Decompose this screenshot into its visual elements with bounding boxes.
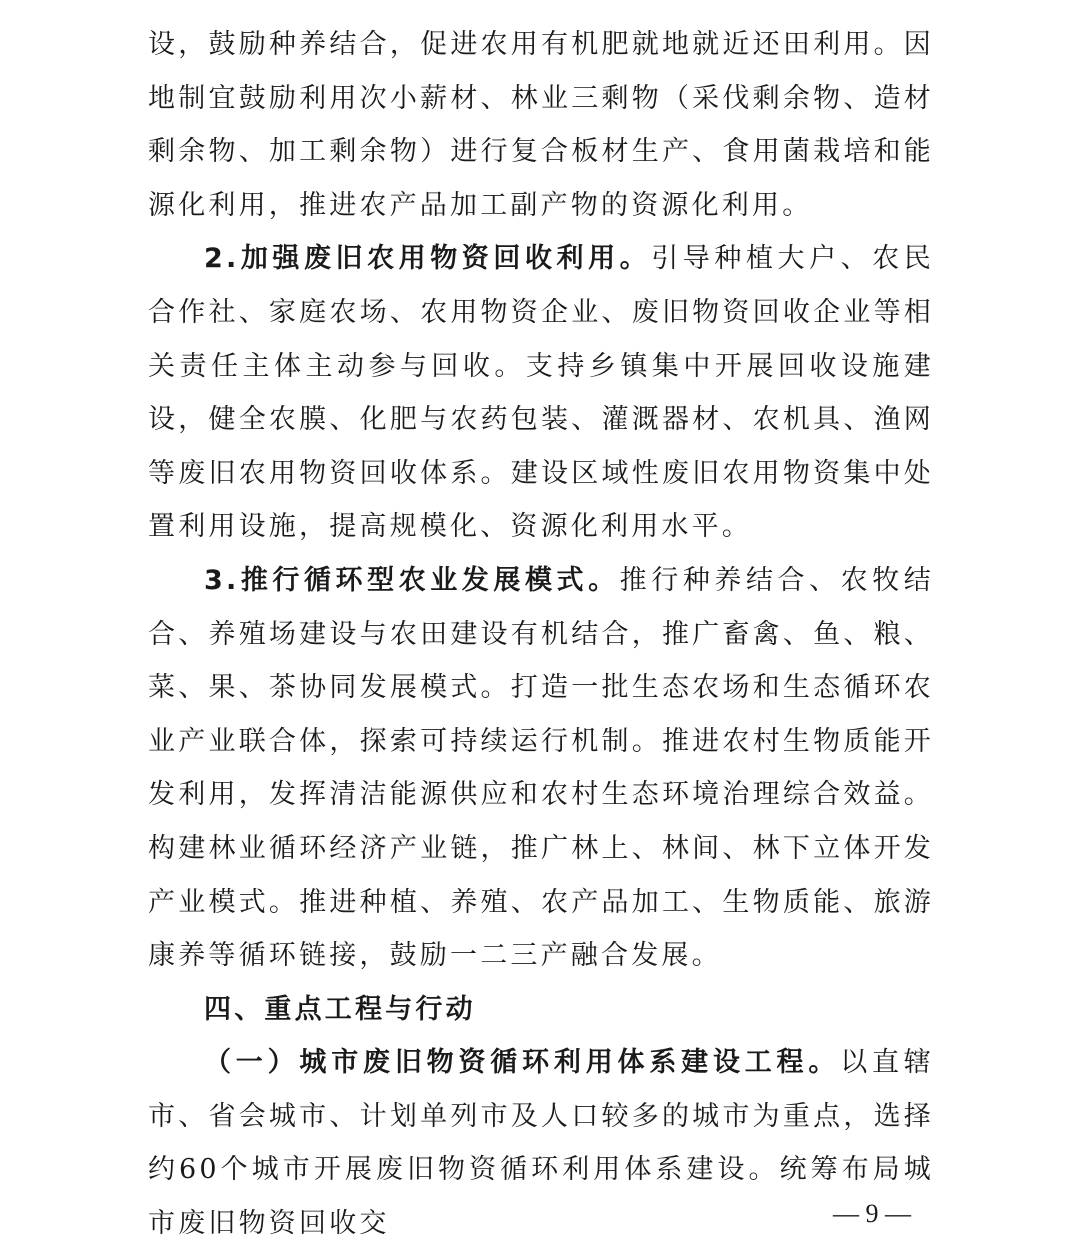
subsection-1-heading: （一）城市废旧物资循环利用体系建设工程。 bbox=[204, 1047, 841, 1079]
page-number: — 9 — bbox=[833, 1199, 911, 1228]
document-body bbox=[148, 18, 934, 1251]
subsection-1-text: 以直辖市、省会城市、计划单列市及人口较多的城市为重点，选择约60个城市开展废旧物资循环利用体系建设。统筹布局城市废旧物资回收交 bbox=[148, 1047, 935, 1240]
paragraph-item-3 bbox=[148, 554, 934, 983]
paragraph-continued bbox=[148, 18, 934, 232]
item-3-heading: 3.推行循环型农业发展模式。 bbox=[204, 564, 620, 596]
item-3-text: 推行种养结合、农牧结合、养殖场建设与农田建设有机结合，推广畜禽、鱼、粮、菜、果、茶协同发展模式。打造一批生态农场和生态循环农业产业联合体，探索可持续运行机制。推进农村生物质能开发利用，发挥清洁能源供应和农村生态环境治理综合效益。构建林业循环经济产业链，推广林上、林间、林下立体开发产业模式。推进种植、养殖、农产品加工、生物质能、旅游康养等循环链接，鼓励一二三产融合发展。 bbox=[148, 564, 935, 972]
paragraph-subsection-1 bbox=[148, 1036, 934, 1250]
paragraph-text: 设，鼓励种养结合，促进农用有机肥就地就近还田利用。因地制宜鼓励利用次小薪材、林业三剩物（采伐剩余物、造材剩余物、加工剩余物）进行复合板材生产、食用菌栽培和能源化利用，推进农产品加工副产物的资源化利用。 bbox=[148, 29, 934, 221]
paragraph-item-2 bbox=[148, 232, 934, 554]
item-2-text: 引导种植大户、农民合作社、家庭农场、农用物资企业、废旧物资回收企业等相关责任主体主动参与回收。支持乡镇集中开展回收设施建设，健全农膜、化肥与农药包装、灌溉器材、农机具、渔网等废旧农用物资回收体系。建设区域性废旧农用物资集中处置利用设施，提高规模化、资源化利用水平。 bbox=[148, 243, 934, 543]
section-heading: 四、重点工程与行动 bbox=[204, 993, 476, 1025]
item-2-heading: 2.加强废旧农用物资回收利用。 bbox=[204, 243, 652, 275]
